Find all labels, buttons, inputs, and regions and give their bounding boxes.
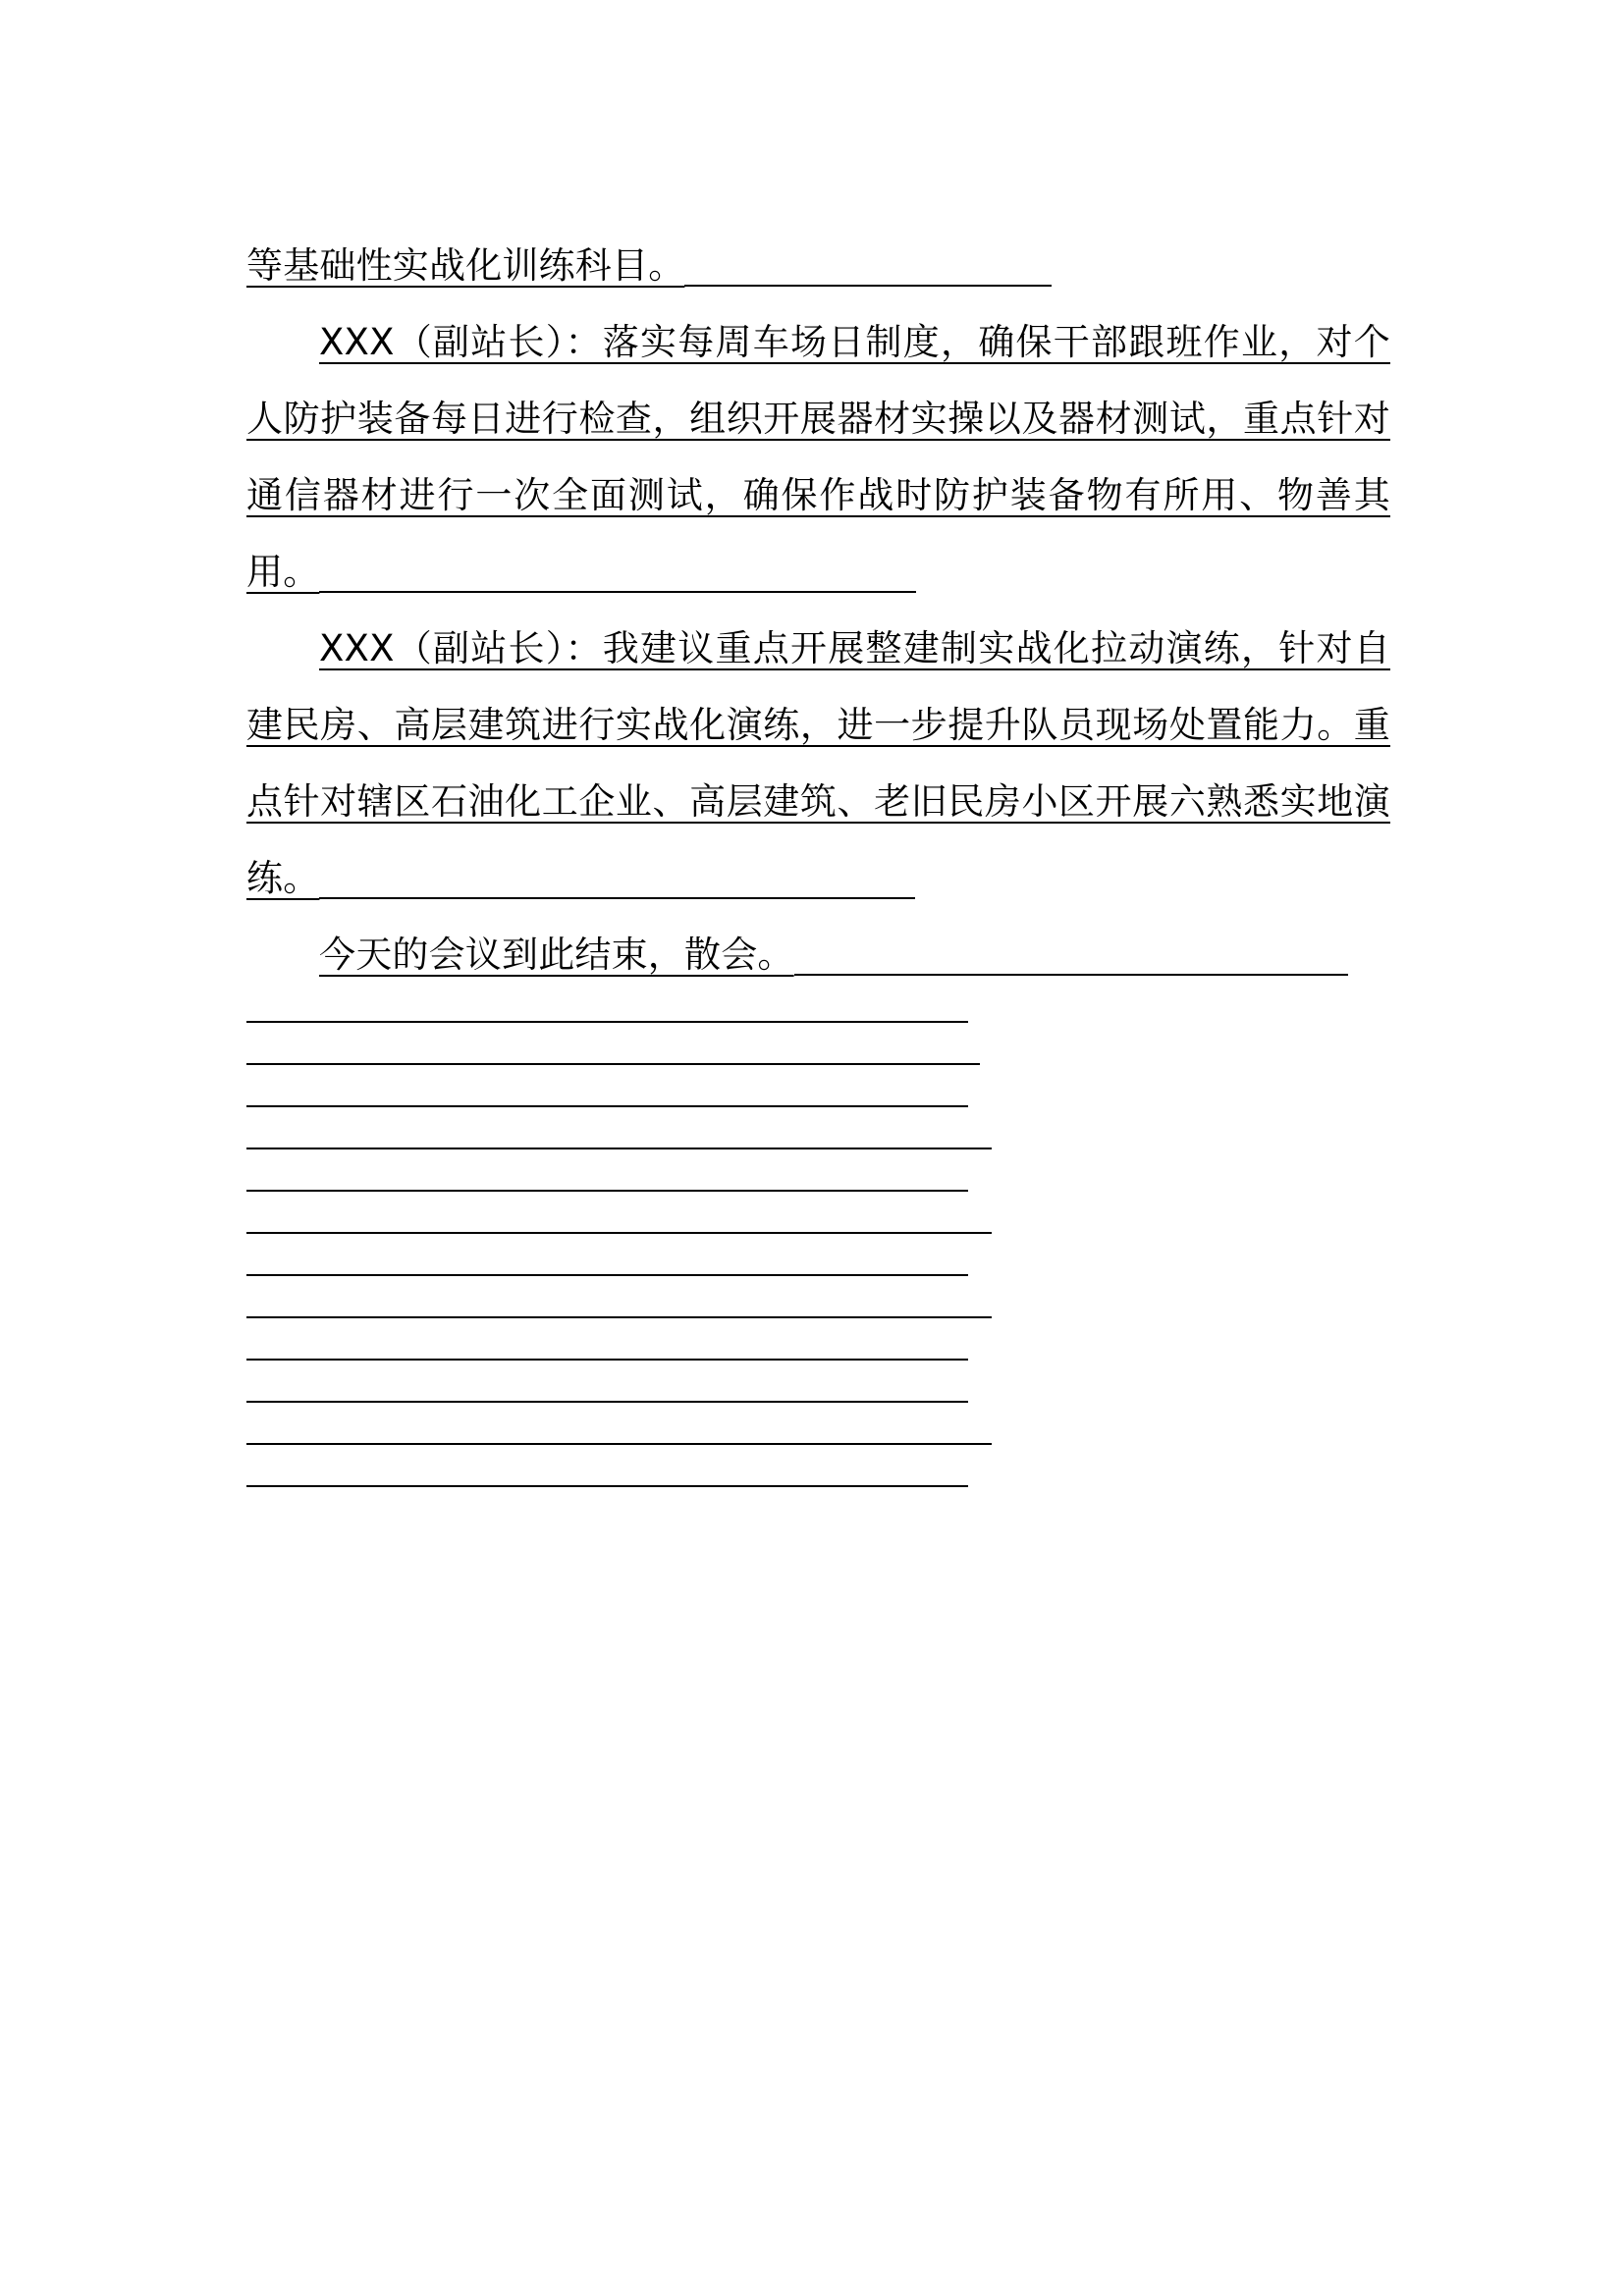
blank-line: [246, 1148, 992, 1149]
paragraph-deputy-2: [246, 611, 1390, 917]
document-body: [246, 228, 1390, 993]
blank-line: [246, 1190, 968, 1192]
blank-line: [246, 1401, 968, 1403]
fill-line: [684, 284, 1052, 287]
paragraph-continuation: [246, 228, 1390, 304]
fill-line: [319, 896, 915, 899]
blank-line: [246, 1359, 968, 1361]
blank-line: [246, 1274, 968, 1276]
blank-line: [246, 1485, 968, 1487]
fill-line: [319, 590, 916, 593]
blank-line: [246, 1063, 980, 1065]
blank-line: [246, 1443, 992, 1445]
paragraph-text: XXX（副站长）：落实每周车场日制度，确保干部跟班作业，对个人防护装备每日进行检查，组织开展器材实操以及器材测试，重点针对通信器材进行一次全面测试，确保作战时防护装备物有所用、物善其用。: [246, 321, 1390, 593]
paragraph-deputy-1: [246, 304, 1390, 611]
fill-line: [794, 973, 1348, 976]
blank-line: [246, 1232, 992, 1234]
blank-line: [246, 1316, 992, 1318]
paragraph-text: 今天的会议到此结束，散会。: [319, 934, 794, 976]
paragraph-closing: [246, 917, 1390, 993]
blank-line: [246, 1021, 968, 1023]
blank-lines: [246, 1021, 992, 1527]
paragraph-text: XXX（副站长）：我建议重点开展整建制实战化拉动演练，针对自建民房、高层建筑进行实战化演练，进一步提升队员现场处置能力。重点针对辖区石油化工企业、高层建筑、老旧民房小区开展六熟悉实地演练。: [246, 627, 1390, 899]
blank-line: [246, 1105, 968, 1107]
paragraph-text: 等基础性实战化训练科目。: [246, 244, 685, 287]
